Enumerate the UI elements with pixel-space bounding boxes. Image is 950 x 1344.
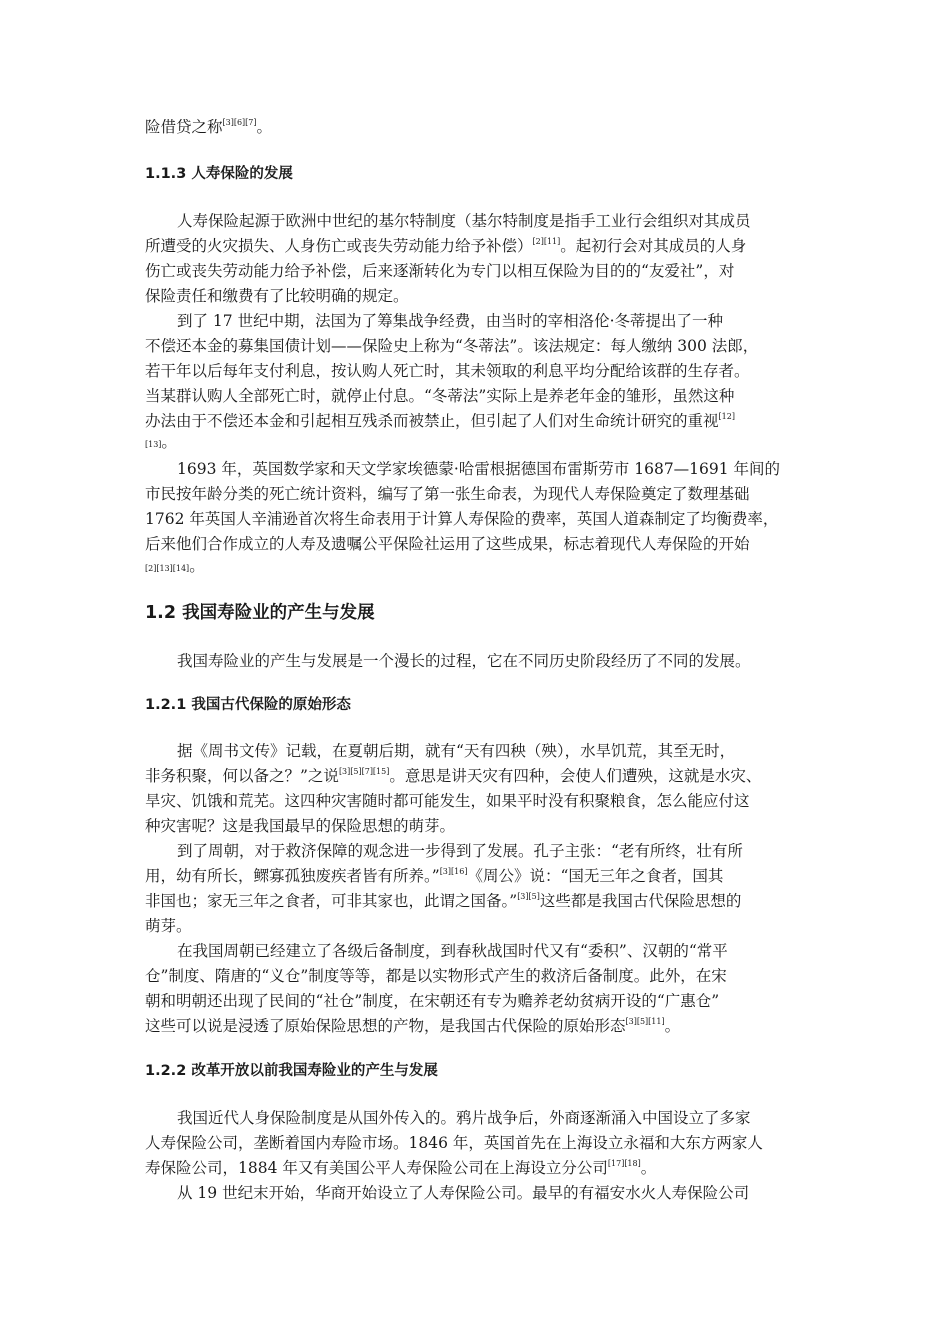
body-text-line: 用，幼有所长，鳏寡孤独废疾者皆有所养。”[3][16]《周公》说：“国无三年之食者，国其	[145, 867, 724, 885]
body-text-line: 后来他们合作成立的人寿及遗嘱公平保险社运用了这些成果，标志着现代人寿保险的开始	[145, 535, 750, 553]
body-text-line: [13]。	[145, 433, 177, 451]
body-text-line: 非务积聚，何以备之？”之说[3][5][7][15]。意思是讲天灾有四种，会使人们遭殃，这就是水灾、	[145, 767, 762, 785]
body-text-line: 萌芽。	[145, 917, 192, 935]
body-text-line: 朝和明朝还出现了民间的“社仓”制度，在宋朝还有专为赡养老幼贫病开设的“广惠仓”	[145, 992, 720, 1010]
body-text-line: 寿保险公司，1884 年又有美国公平人寿保险公司在上海设立分公司[17][18]。	[145, 1159, 657, 1177]
body-text-line: 到了 17 世纪中期，法国为了筹集战争经费，由当时的宰相洛伦·冬蒂提出了一种	[177, 312, 724, 330]
citation: [12]	[718, 412, 735, 421]
body-text-line: 从 19 世纪末开始，华商开始设立了人寿保险公司。最早的有福安水火人寿保险公司	[177, 1184, 750, 1202]
section-heading-1-2: 1.2 我国寿险业的产生与发展	[145, 603, 375, 623]
body-text-line: 险借贷之称[3][6][7]。	[145, 118, 273, 136]
body-text-line: [2][13][14]。	[145, 557, 205, 575]
body-text-line: 保险责任和缴费有了比较明确的规定。	[145, 287, 409, 305]
citation: [3][5][11]	[625, 1017, 665, 1026]
body-text-line: 1693 年，英国数学家和天文学家埃德蒙·哈雷根据德国布雷斯劳市 1687—1691 年间的	[177, 460, 781, 478]
body-text-line: 旱灾、饥饿和荒芜。这四种灾害随时都可能发生，如果平时没有积聚粮食，怎么能应付这	[145, 792, 750, 810]
body-text-line: 非国也；家无三年之食者，可非其家也，此谓之国备。”[3][5]这些都是我国古代保险思想的	[145, 892, 742, 910]
section-heading-1-2-2: 1.2.2 改革开放以前我国寿险业的产生与发展	[145, 1063, 438, 1079]
body-text-line: 在我国周朝已经建立了各级后备制度，到春秋战国时代又有“委积”、汉朝的“常平	[177, 942, 728, 960]
body-text-line: 据《周书文传》记载，在夏朝后期，就有“天有四秧（殃），水旱饥荒，其至无时，	[177, 742, 736, 760]
body-text-line: 市民按年龄分类的死亡统计资料，编写了第一张生命表，为现代人寿保险奠定了数理基础	[145, 485, 750, 503]
citation: [3][16]	[439, 867, 468, 876]
citation: [2][13][14]	[145, 564, 190, 573]
body-text-line: 这些可以说是浸透了原始保险思想的产物，是我国古代保险的原始形态[3][5][11]。	[145, 1017, 681, 1035]
citation: [3][6][7]	[222, 118, 257, 127]
citation: [17][18]	[607, 1159, 641, 1168]
body-text-line: 种灾害呢？这是我国最早的保险思想的萌芽。	[145, 817, 456, 835]
body-text-line: 办法由于不偿还本金和引起相互残杀而被禁止，但引起了人们对生命统计研究的重视[12]	[145, 412, 735, 430]
body-text-line: 1762 年英国人辛浦逊首次将生命表用于计算人寿保险的费率，英国人道森制定了均衡费率，	[145, 510, 779, 528]
section-heading-1-2-1: 1.2.1 我国古代保险的原始形态	[145, 697, 351, 713]
body-text-line: 人寿保险公司，垄断着国内寿险市场。1846 年，英国首先在上海设立永福和大东方两家人	[145, 1134, 763, 1152]
body-text-line: 伤亡或丧失劳动能力给予补偿，后来逐渐转化为专门以相互保险为目的的“友爱社”，对	[145, 262, 735, 280]
body-text-line: 若干年以后每年支付利息，按认购人死亡时，其未领取的利息平均分配给该群的生存者。	[145, 362, 750, 380]
body-text-line: 我国寿险业的产生与发展是一个漫长的过程，它在不同历史阶段经历了不同的发展。	[177, 652, 751, 670]
citation: [3][5][7][15]	[338, 767, 390, 776]
citation: [3][5]	[517, 892, 540, 901]
body-text-line: 当某群认购人全部死亡时，就停止付息。“冬蒂法”实际上是养老年金的雏形，虽然这种	[145, 387, 735, 405]
body-text-line: 不偿还本金的募集国债计划——保险史上称为“冬蒂法”。该法规定：每人缴纳 300 法郎，	[145, 337, 759, 355]
body-text-line: 所遭受的火灾损失、人身伤亡或丧失劳动能力给予补偿）[2][11]。起初行会对其成员的人身	[145, 237, 747, 255]
body-text-line: 仓”制度、隋唐的“义仓”制度等等，都是以实物形式产生的救济后备制度。此外，在宋	[145, 967, 727, 985]
citation: [2][11]	[532, 237, 561, 246]
body-text-line: 我国近代人身保险制度是从国外传入的。鸦片战争后，外商逐渐涌入中国设立了多家	[177, 1109, 751, 1127]
section-heading-1-1-3: 1.1.3 人寿保险的发展	[145, 166, 293, 182]
citation: [13]	[145, 440, 162, 449]
body-text-line: 人寿保险起源于欧洲中世纪的基尔特制度（基尔特制度是指手工业行会组织对其成员	[177, 212, 751, 230]
body-text-line: 到了周朝，对于救济保障的观念进一步得到了发展。孔子主张：“老有所终，壮有所	[177, 842, 743, 860]
